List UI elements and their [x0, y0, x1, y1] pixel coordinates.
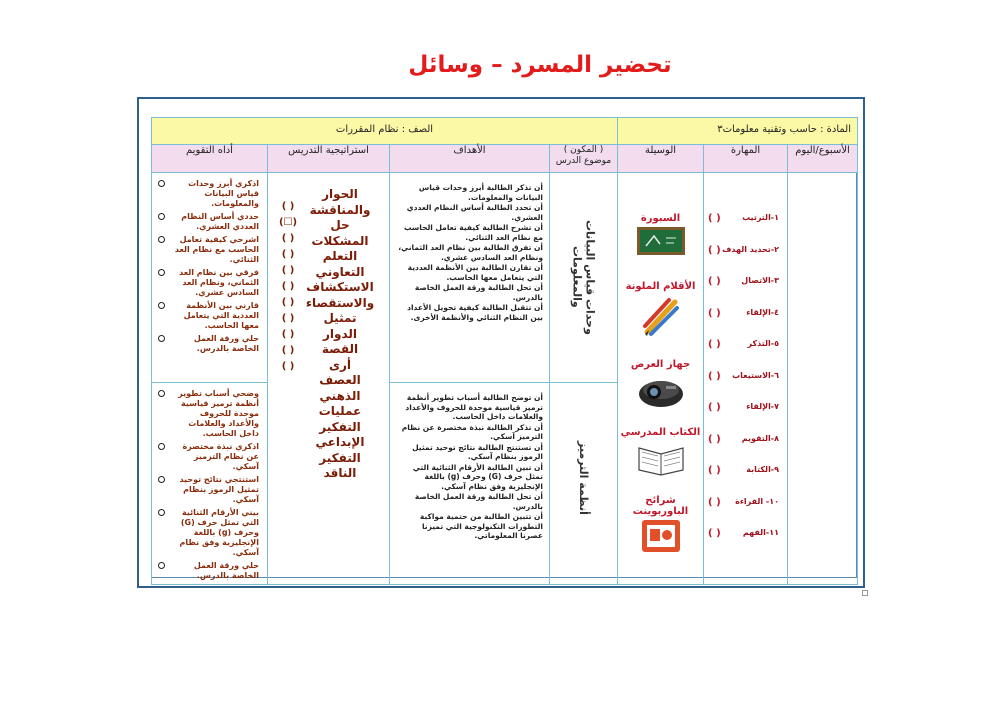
strategy-mark: ( )	[281, 249, 295, 260]
circle-bullet-icon	[158, 213, 165, 220]
goal-item: أن توضح الطالبة أسباب تطوير أنظمة ترميز قياسية موحدة للحروف والأعداد والعلامات داخل الحاسب.	[405, 393, 543, 421]
skill-mark: ( )	[708, 433, 721, 445]
evaluation-text: فرقي بين نظام العد الثماني، ونظام العد السادس عشري.	[179, 268, 259, 297]
skill-item	[708, 402, 779, 434]
goals-list-second	[390, 383, 549, 541]
evaluation-item	[156, 508, 259, 558]
evaluation-item	[156, 389, 259, 439]
evaluation-text: اشرحي كيفية تعامل الحاسب مع نظام العد الثنائي.	[174, 235, 259, 264]
media-item-blackboard	[618, 213, 703, 256]
skill-label: ٧-الإلقاء	[746, 402, 780, 411]
strategy-mark: ( )	[281, 233, 295, 244]
media-item-projector	[618, 359, 703, 410]
lesson-plan-table	[151, 117, 858, 585]
circle-bullet-icon	[158, 180, 165, 187]
evaluation-text: حددي أساس النظام العددي العشري.	[181, 212, 259, 231]
media-item-powerpoint	[618, 495, 703, 553]
skill-item	[708, 308, 779, 340]
class-label: الصف : نظام المقررات	[335, 124, 434, 135]
evaluation-text: استنتجي نتائج توحيد تمثيل الرموز بنظام آسكي.	[179, 475, 259, 504]
goal-item: أن تذكر الطالبة نبذة مختصرة عن نظام الترميز آسكي.	[401, 422, 543, 441]
goal-item: أن تحدد الطالبة أساس النظام العددي العشري.	[406, 203, 543, 222]
skill-item	[708, 528, 779, 560]
circle-bullet-icon	[158, 335, 165, 342]
circle-bullet-icon	[158, 562, 165, 569]
topic-first: وحدات قياس البيانات والمعلومات	[570, 219, 597, 335]
header-week: الأسبوع/اليوم	[788, 145, 858, 173]
goals-cell-second	[390, 383, 550, 585]
subject-row	[152, 118, 858, 145]
strategy-mark: ( )	[281, 329, 295, 340]
media-label: الكتاب المدرسي	[620, 427, 701, 438]
circle-bullet-icon	[158, 476, 165, 483]
skill-mark: ( )	[708, 402, 721, 413]
strategy-mark: ( )	[281, 281, 295, 292]
projector-icon	[636, 372, 686, 410]
topic-second: أنظمة الترميز	[577, 441, 590, 515]
goal-item: أن تحل الطالبة ورقة العمل الخاصة بالدرس.	[414, 283, 543, 302]
header-skill: المهارة	[704, 145, 788, 173]
goal-item: أن تشرح الطالبة كيفية تعامل الحاسب مع نظام العد الثنائي.	[403, 223, 543, 242]
media-label: الأقلام الملونة	[625, 281, 696, 292]
evaluation-item	[156, 561, 259, 581]
header-topic	[550, 145, 618, 173]
strategy-mark: ( )	[281, 201, 295, 212]
strategy-mark: ( )	[281, 361, 295, 372]
circle-bullet-icon	[158, 236, 165, 243]
goals-cell-first	[390, 173, 550, 383]
circle-bullet-icon	[158, 509, 165, 516]
media-label: شرائح الباوربوينت	[632, 495, 689, 517]
skill-item	[708, 465, 779, 497]
skill-mark: ( )	[708, 213, 721, 224]
skill-mark: ( )	[708, 496, 721, 508]
strategy-item: حل المشكلات	[311, 218, 369, 248]
goal-item: أن تستنتج الطالبة نتائج توحيد تمثيل الرموز بنظام آسكي.	[412, 442, 543, 461]
goal-item: أن تبين الطالبة الأرقام الثنائية التي تمثل حرف (G) وحرف (g) باللغة الإنجليزية وفق نظام آسكي.	[412, 462, 543, 491]
skill-item	[708, 213, 779, 245]
header-strategy: استراتيجية التدريس	[268, 145, 390, 173]
strategy-cell	[268, 173, 390, 585]
skill-label: ٢-تحديد الهدف	[722, 244, 780, 254]
skill-label: ٤-الإلقاء	[746, 307, 780, 317]
skill-label: ١-الترتيب	[742, 213, 780, 222]
strategy-item: أرى	[328, 357, 352, 372]
media-cell	[618, 173, 704, 585]
powerpoint-icon	[641, 519, 681, 553]
evaluation-item	[156, 475, 259, 505]
skill-item	[708, 497, 779, 529]
skill-item	[708, 434, 779, 466]
skill-mark: ( )	[708, 370, 721, 382]
skill-item	[708, 339, 779, 371]
evaluation-item	[156, 179, 259, 209]
strategy-item: عمليات التفكير الإبداعي	[315, 404, 365, 449]
skill-label: ١١-الفهم	[742, 528, 780, 537]
evaluation-list-first	[152, 173, 267, 354]
skills-list	[704, 173, 787, 560]
skill-label: ٨-التقويم	[741, 433, 780, 443]
page-title: تحضير المسرد – وسائل	[408, 52, 672, 78]
skill-mark: ( )	[708, 307, 721, 319]
circle-bullet-icon	[158, 443, 165, 450]
header-row	[152, 145, 858, 173]
strategy-mark: ( )	[281, 313, 295, 324]
frame-corner	[862, 590, 868, 596]
media-label: السبورة	[640, 213, 681, 224]
goal-item: أن تتبين الطالبة من حتمية مواكبة التطورات التكنولوجية التي تميزنا عصرنا المعلوماتي.	[419, 512, 543, 540]
strategy-item: تمثيل الدوار	[322, 311, 358, 341]
evaluation-list-second	[152, 383, 267, 581]
evaluation-item	[156, 235, 259, 265]
textbook-icon	[636, 440, 686, 476]
strategy-list	[305, 187, 389, 482]
evaluation-text: بيني الأرقام الثنائية التي تمثل حرف (G) وحرف (g) باللغة الإنجليزية وفق نظام آسكي.	[179, 508, 259, 557]
blackboard-icon	[636, 226, 686, 256]
skill-mark: ( )	[708, 276, 721, 287]
week-cell	[788, 173, 858, 585]
skill-label: ١٠- القراءة	[735, 496, 780, 506]
topic-cell-first	[550, 173, 618, 383]
skill-item	[708, 245, 779, 277]
circle-bullet-icon	[158, 302, 165, 309]
topic-cell-second	[550, 383, 618, 585]
skill-label: ٣-الاتصال	[741, 276, 780, 285]
evaluation-text: حلي ورقة العمل الخاصة بالدرس.	[193, 334, 259, 353]
strategy-mark: ( )	[281, 265, 295, 276]
evaluation-cell-second	[152, 383, 268, 585]
goal-item: أن تفرق الطالبة بين نظام العد الثماني، ونظام العد السادس عشري.	[398, 243, 543, 262]
skill-mark: ( )	[708, 465, 721, 476]
evaluation-text: حلي ورقة العمل الخاصة بالدرس.	[193, 561, 259, 580]
strategy-mark: ( )	[281, 345, 295, 356]
skill-mark: ( )	[708, 244, 721, 256]
header-media: الوسيلة	[618, 145, 704, 173]
media-item-pens	[618, 281, 703, 338]
strategy-item: التعلم التعاوني	[315, 249, 365, 279]
strategy-item: القصة	[321, 342, 359, 356]
header-topic-line1: ( المكون )	[563, 145, 604, 155]
strategy-item: التفكير الناقد	[319, 450, 361, 480]
media-label: جهاز العرض	[630, 359, 691, 370]
strategy-wrap	[268, 173, 389, 571]
goals-list-first	[390, 173, 549, 322]
goal-item: أن تحل الطالبة ورقة العمل الخاصة بالدرس.	[414, 492, 543, 511]
skill-mark: ( )	[708, 339, 721, 350]
evaluation-text: اذكري أبرز وحدات قياس البيانات والمعلومات.	[188, 179, 259, 208]
skill-mark: ( )	[708, 528, 721, 539]
goal-item: أن تتقبل الطالبة كيفية تحويل الأعداد بين النظام الثنائي والأنظمة الأخرى.	[407, 303, 543, 322]
evaluation-item	[156, 268, 259, 298]
evaluation-item	[156, 301, 259, 331]
header-goals: الأهداف	[390, 145, 550, 173]
strategy-mark: (☐)	[278, 217, 298, 228]
strategy-item: العصف الذهني	[319, 373, 361, 403]
strategy-marks	[274, 199, 302, 375]
goal-item: أن تذكر الطالبة أبرز وحدات قياس البيانات والمعلومات.	[418, 183, 543, 202]
evaluation-item	[156, 334, 259, 354]
circle-bullet-icon	[158, 390, 165, 397]
skill-label: ٩-الكتابة	[746, 465, 780, 474]
skill-label: ٥-التذكر	[747, 339, 780, 348]
evaluation-item	[156, 212, 259, 232]
media-wrap	[618, 173, 703, 571]
colored-pens-icon	[639, 294, 683, 338]
skills-cell	[704, 173, 788, 585]
evaluation-text: وضحي أسباب تطوير أنظمة ترميز قياسية موحدة للحروف والأعداد والعلامات داخل الحاسب.	[178, 389, 259, 438]
lesson-row-first	[152, 173, 858, 383]
skill-item	[708, 276, 779, 308]
evaluation-item	[156, 442, 259, 472]
circle-bullet-icon	[158, 269, 165, 276]
media-item-textbook	[618, 427, 703, 476]
header-evaluation: أداه التقويم	[152, 145, 268, 173]
goal-item: أن تقارن الطالبة بين الأنظمة العددية التي يتعامل معها الحاسب.	[407, 263, 543, 282]
class-cell	[152, 118, 618, 145]
strategy-mark: ( )	[281, 297, 295, 308]
strategy-item: الاستكشاف والاستقصاء	[305, 280, 375, 310]
subject-label: المادة : حاسب وتقنية معلومات٣	[717, 124, 852, 135]
header-topic-line2: موضوع الدرس	[555, 156, 612, 166]
evaluation-cell-first	[152, 173, 268, 383]
skill-label: ٦-الاستيعاب	[732, 370, 780, 380]
strategy-item: الحوار والمناقشة	[309, 187, 371, 217]
subject-cell	[618, 118, 858, 145]
evaluation-text: اذكري نبذة مختصرة عن نظام الترميز آسكي.	[182, 442, 259, 471]
evaluation-text: قارني بين الأنظمة العددية التي يتعامل معها الحاسب.	[183, 301, 259, 330]
skill-item	[708, 371, 779, 403]
